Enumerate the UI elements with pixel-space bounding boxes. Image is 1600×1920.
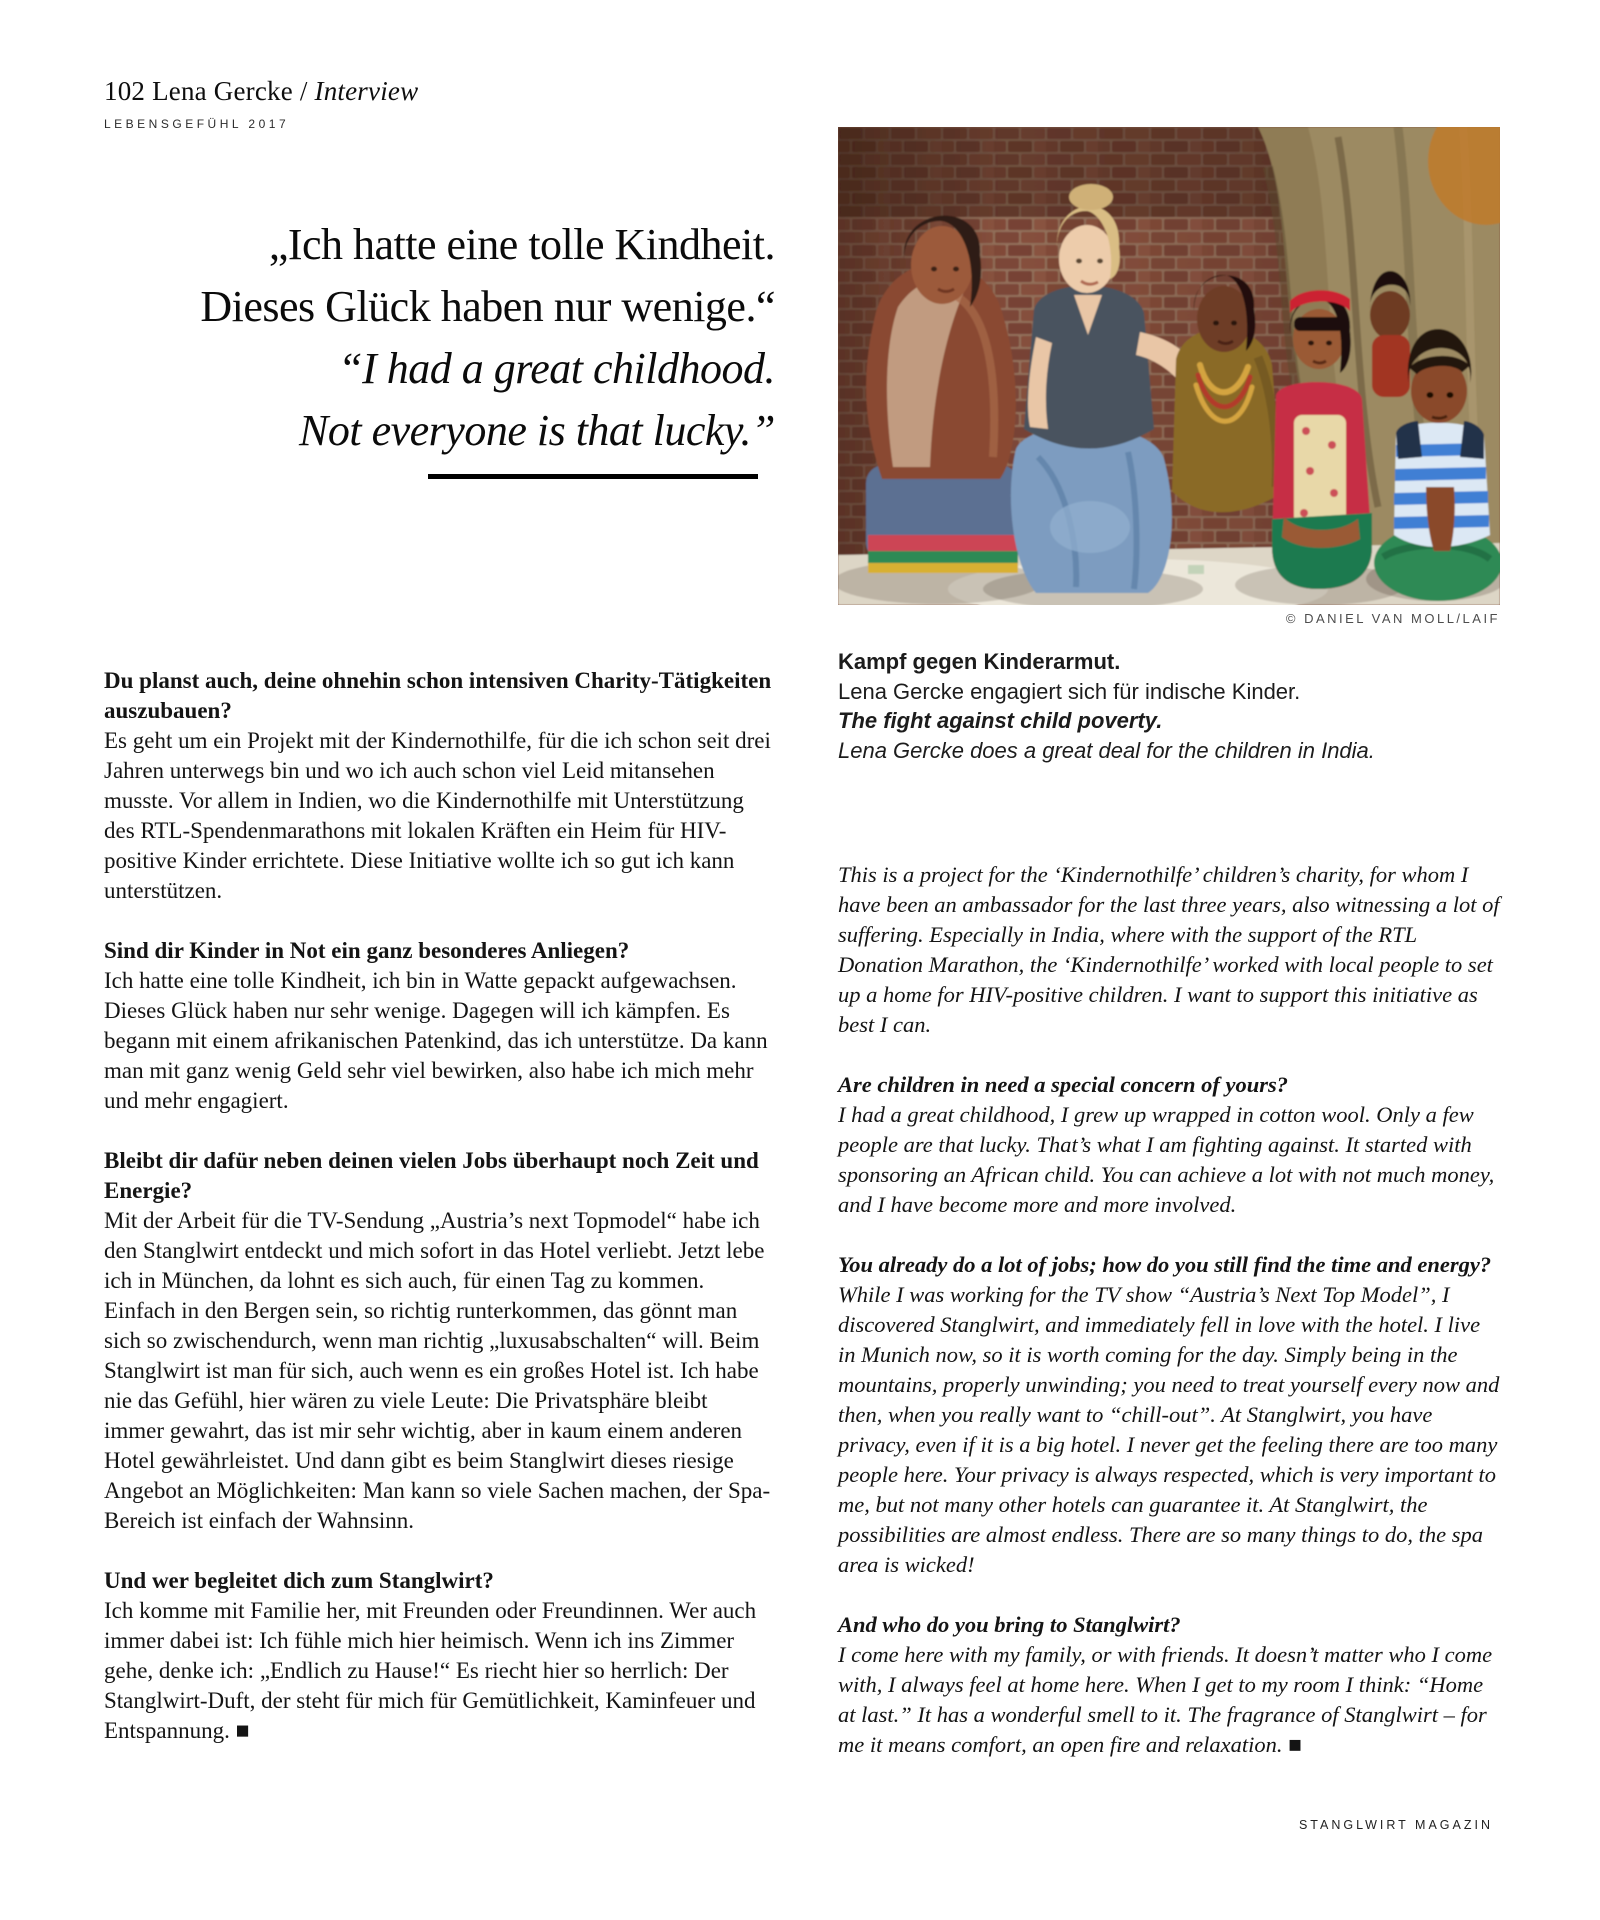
- question-de: Bleibt dir dafür neben deinen vielen Jobs überhaupt noch Zeit und Energie?: [104, 1148, 759, 1203]
- answer-de: Mit der Arbeit für die TV-Sendung „Austria’s next Topmodel“ habe ich den Stanglwirt entdeckt und mich sofort in das Hotel verliebt. Jetzt lebe ich in München, da lohnt es sich auch, für einen Tag zu kommen. Einfach in den Bergen sein, so richtig runterkommen, das gönnt man sich so zwischendurch, wenn man richtig „luxusabschalten“ will. Beim Stanglwirt ist man für sich, auch wenn es ein großes Hotel ist. Ich habe nie das Gefühl, hier wären zu viele Leute: Die Privatsphäre bleibt immer gewahrt, das ist mir sehr wichtig, aber in kaum einem anderen Hotel gewährleistet. Und dann gibt es beim Stanglwirt dieses riesige Angebot an Möglichkeiten: Man kann so viele Sachen machen, der Spa-Bereich ist einfach der Wahnsinn.: [104, 1208, 771, 1533]
- separator: /: [292, 76, 315, 106]
- article-photo-children-india: [838, 127, 1500, 605]
- photo-caption: [838, 647, 1500, 765]
- caption-de-text: Lena Gercke engagiert sich für indische Kinder.: [838, 678, 1301, 704]
- answer-en: I come here with my family, or with friends. It doesn’t matter who I come with, I always feel at home here. When I get to my room I think: “Home at last.” It has a wonderful smell to it. The fragrance of Stanglwirt – for me it means comfort, an open fire and relaxation. ■: [838, 1642, 1493, 1757]
- question-en: You already do a lot of jobs; how do you still find the time and energy?: [838, 1252, 1492, 1277]
- interview-column-german: [104, 666, 772, 1746]
- caption-en-title: The fight against child poverty.: [838, 708, 1163, 733]
- caption-en-text: Lena Gercke does a great deal for the children in India.: [838, 737, 1375, 763]
- page-header: [104, 76, 418, 131]
- qa-block-en-1: [838, 860, 1500, 1040]
- question-de: Sind dir Kinder in Not ein ganz besonderes Anliegen?: [104, 938, 630, 963]
- qa-block-de-2: [104, 936, 772, 1116]
- magazine-footer: STANGLWIRT MAGAZIN: [1298, 1818, 1493, 1832]
- page-title: [104, 76, 418, 107]
- qa-block-de-4: [104, 1566, 772, 1746]
- pull-quote-en-line2: Not everyone is that lucky.”: [299, 406, 775, 455]
- page-number: 102: [104, 76, 146, 106]
- qa-block-de-1: [104, 666, 772, 906]
- question-de: Du planst auch, deine ohnehin schon intensiven Charity-Tätigkeiten auszubauen?: [104, 668, 772, 723]
- qa-block-en-3: [838, 1250, 1500, 1580]
- issue-label: LEBENSGEFÜHL 2017: [104, 117, 290, 131]
- interview-column-english: [838, 860, 1500, 1760]
- answer-en: I had a great childhood, I grew up wrapped in cotton wool. Only a few people are that lucky. That’s what I am fighting against. It started with sponsoring an African child. You can achieve a lot with not much money, and I have become more and more involved.: [838, 1102, 1495, 1217]
- person-name: Lena Gercke: [152, 76, 293, 106]
- pull-quote-en-line1: “I had a great childhood.: [338, 344, 775, 393]
- section-label: Interview: [314, 76, 419, 106]
- pull-quote-de-line2: Dieses Glück haben nur wenige.“: [200, 282, 775, 331]
- pull-quote-de-line1: „Ich hatte eine tolle Kindheit.: [268, 220, 775, 269]
- question-en: And who do you bring to Stanglwirt?: [838, 1612, 1181, 1637]
- qa-block-en-4: [838, 1610, 1500, 1760]
- qa-block-en-2: [838, 1070, 1500, 1220]
- caption-de-title: Kampf gegen Kinderarmut.: [838, 649, 1121, 674]
- answer-de: Es geht um ein Projekt mit der Kindernothilfe, für die ich schon seit drei Jahren unterwegs bin und wo ich auch schon viel Leid mitansehen musste. Vor allem in Indien, wo die Kindernothilfe mit Unterstützung des RTL-Spendenmarathons mit lokalen Kräften ein Heim für HIV-positive Kinder errichtete. Diese Initiative wollte ich so gut ich kann unterstützen.: [104, 728, 771, 903]
- answer-en: While I was working for the TV show “Austria’s Next Top Model”, I discovered Stanglwirt, and immediately fell in love with the hotel. I live in Munich now, so it is worth coming for the day. Simply being in the mountains, properly unwinding; you need to treat yourself every now and then, when you really want to “chill-out”. At Stanglwirt, you have privacy, even if it is a big hotel. I never get the feeling there are too many people here. Your privacy is always respected, which is very important to me, but not many other hotels can guarantee it. At Stanglwirt, the possibilities are almost endless. There are so many things to do, the spa area is wicked!: [838, 1282, 1500, 1577]
- pull-quote: [104, 214, 775, 462]
- question-en: Are children in need a special concern of yours?: [838, 1072, 1288, 1097]
- photo-illustration: [838, 127, 1500, 605]
- quote-divider-rule: [428, 474, 758, 479]
- answer-en: This is a project for the ‘Kindernothilfe’ children’s charity, for whom I have been an ambassador for the last three years, also witnessing a lot of suffering. Especially in India, where with the support of the RTL Donation Marathon, the ‘Kindernothilfe’ worked with local people to set up a home for HIV-positive children. I want to support this initiative as best I can.: [838, 862, 1500, 1037]
- qa-block-de-3: [104, 1146, 772, 1536]
- question-de: Und wer begleitet dich zum Stanglwirt?: [104, 1568, 494, 1593]
- answer-de: Ich hatte eine tolle Kindheit, ich bin in Watte gepackt aufgewachsen. Dieses Glück haben nur sehr wenige. Dagegen will ich kämpfen. Es begann mit einem afrikanischen Patenkind, das ich unterstütze. Da kann man mit ganz wenig Geld sehr viel bewirken, also habe ich mich mehr und mehr engagiert.: [104, 968, 768, 1113]
- photo-credit: © DANIEL VAN MOLL/LAIF: [1285, 611, 1500, 626]
- answer-de: Ich komme mit Familie her, mit Freunden oder Freundinnen. Wer auch immer dabei ist: Ich fühle mich hier heimisch. Wenn ich ins Zimmer gehe, denke ich: „Endlich zu Hause!“ Es riecht hier so herrlich: Der Stanglwirt-Duft, der steht für mich für Gemütlichkeit, Kaminfeuer und Entspannung. ■: [104, 1598, 757, 1743]
